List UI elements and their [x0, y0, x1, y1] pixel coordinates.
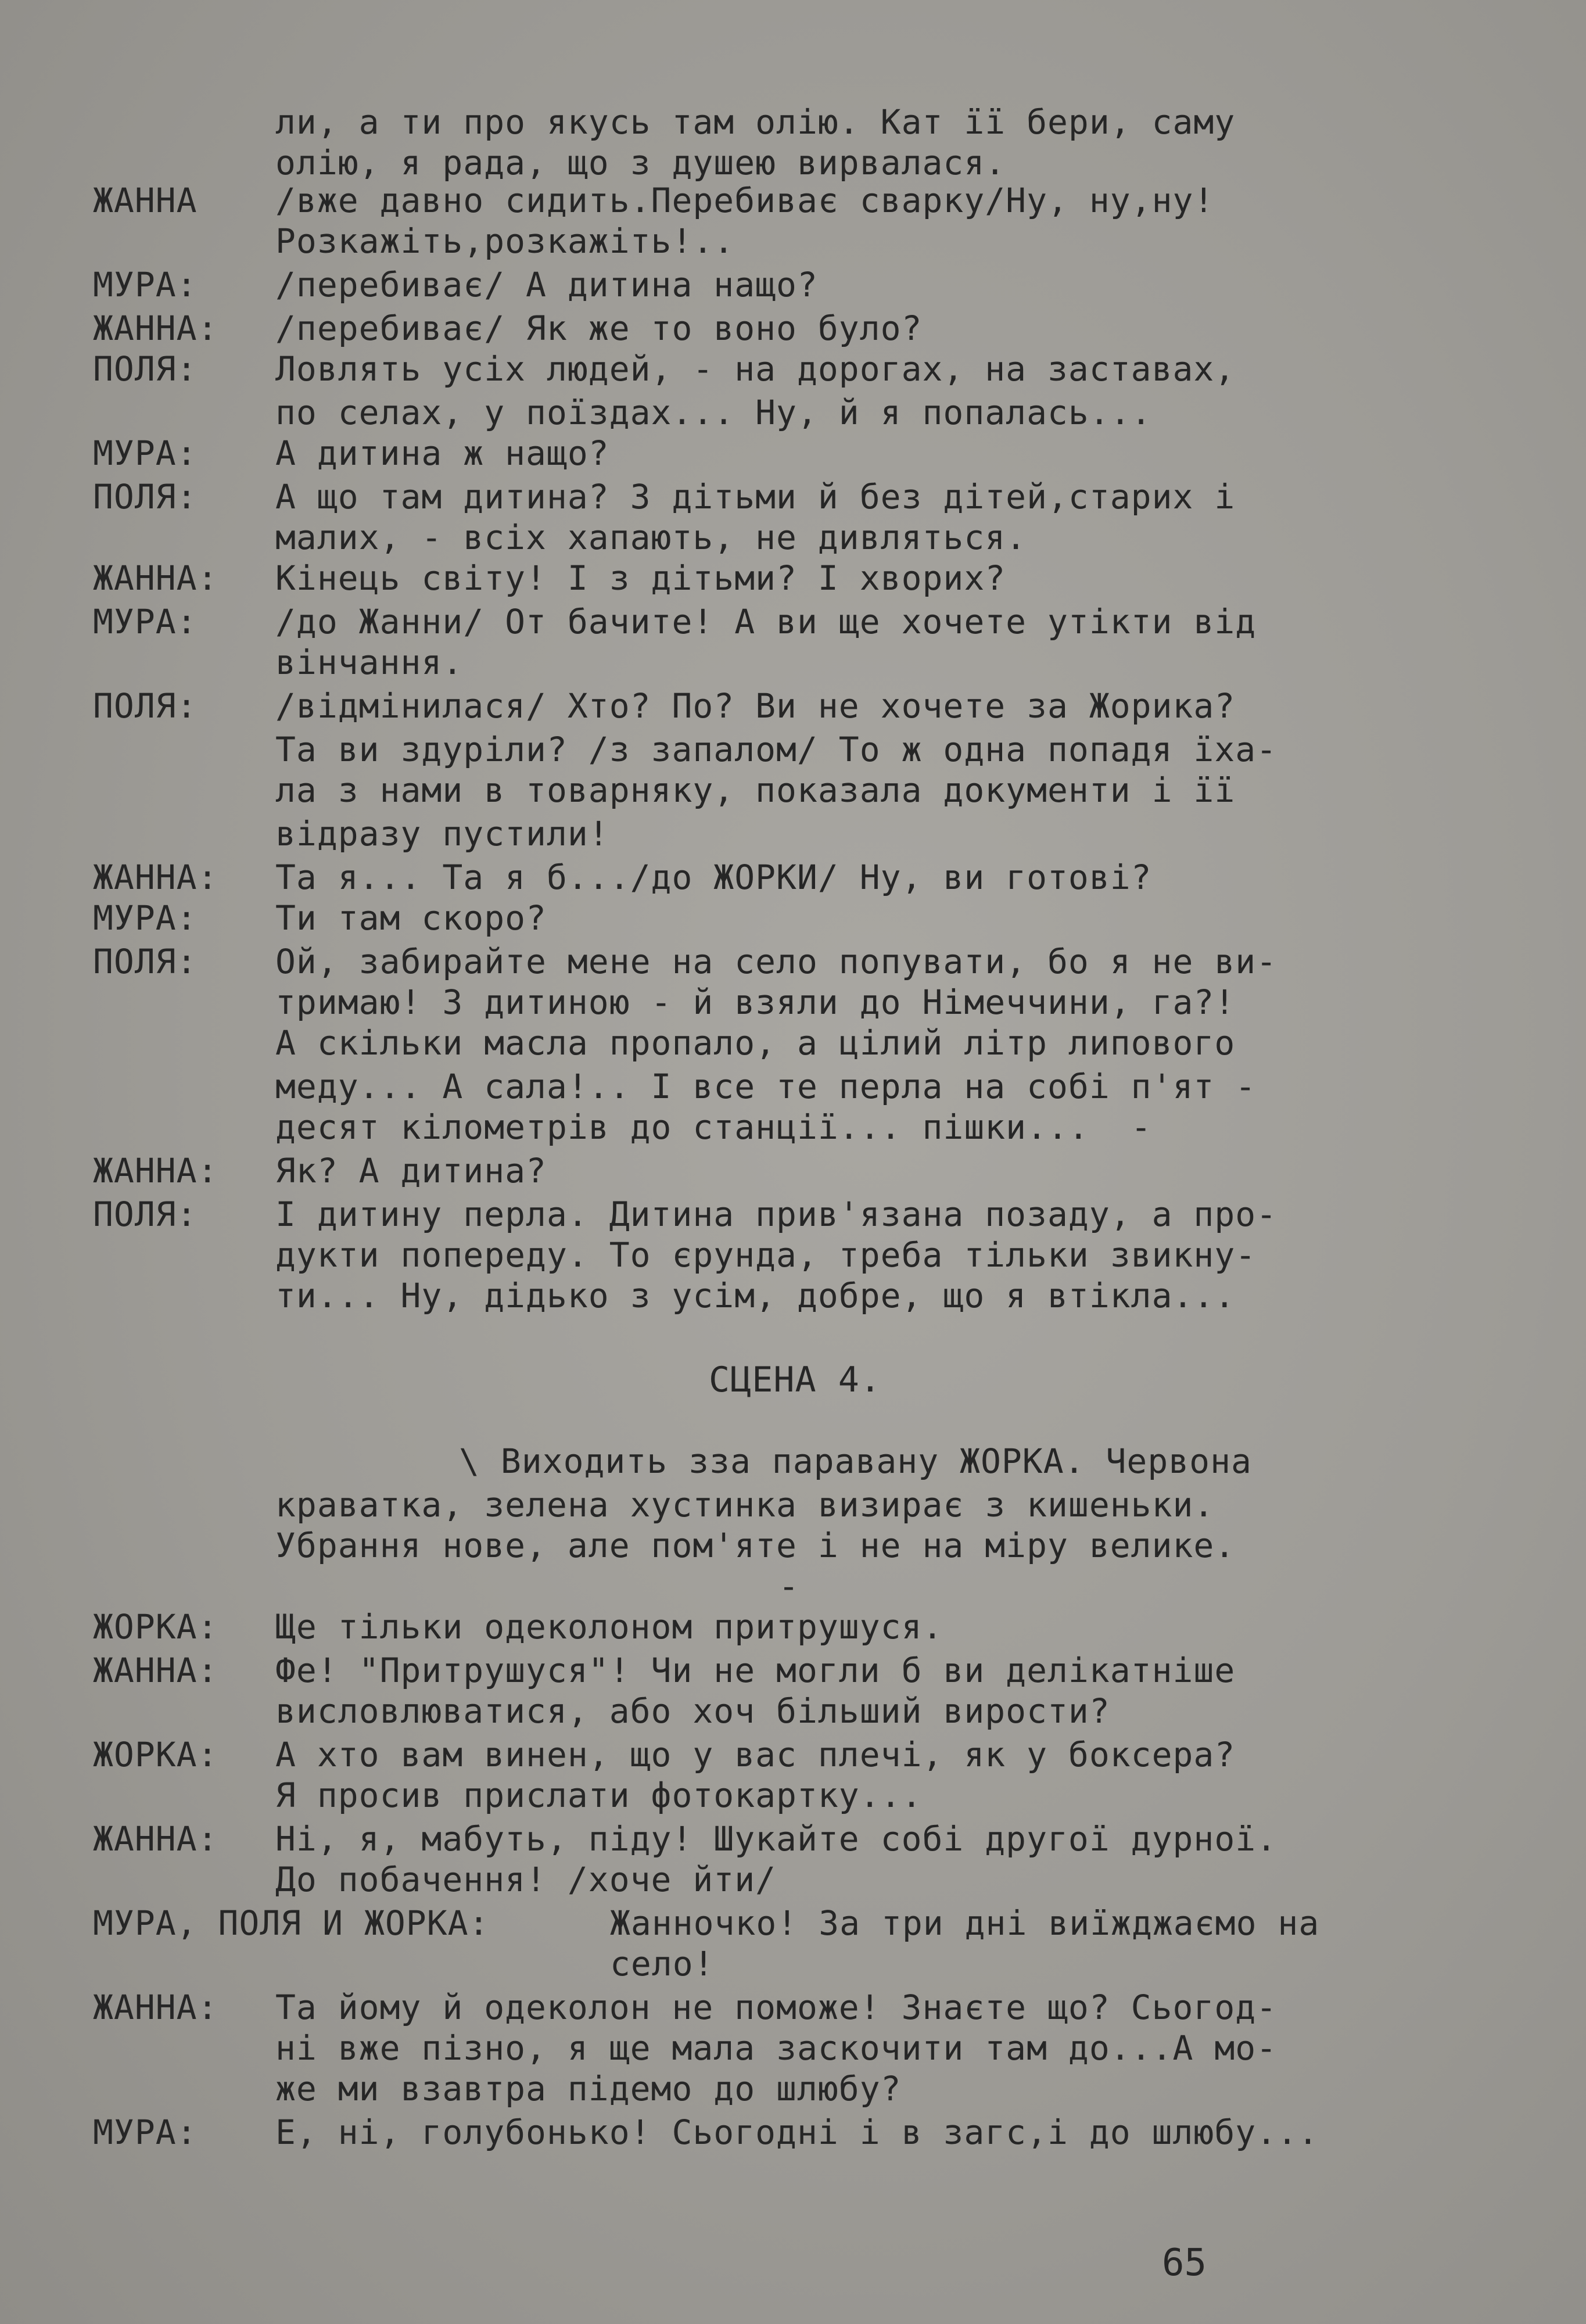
line-text: же ми взавтра підемо до шлюбу? [275, 2069, 902, 2108]
dialogue-line [0, 686, 1586, 726]
dialogue-line [0, 180, 1586, 221]
line-text: Як? А дитина? [275, 1151, 547, 1190]
speaker-name: ПОЛЯ: [93, 477, 198, 517]
stage-direction-line [0, 1525, 1586, 1566]
dialogue-line [0, 1903, 1586, 1943]
line-text: ні вже пізно, я ще мала заскочити там до...А мо- [275, 2028, 1278, 2068]
dialogue-line [0, 517, 1586, 558]
dialogue-line [0, 601, 1586, 642]
dialogue-line [0, 1775, 1586, 1816]
dialogue-line [0, 433, 1586, 474]
separator-dash-line [0, 1566, 1586, 1606]
speaker-name: ЖАННА [93, 181, 198, 220]
dialogue-line [0, 142, 1586, 183]
dialogue-line [0, 1650, 1586, 1691]
line-text: ли, а ти про якусь там олію. Кат її бери, саму [275, 102, 1236, 142]
speaker-name: ПОЛЯ: [93, 1195, 198, 1234]
line-text: І дитину перла. Дитина прив'язана позаду, а про- [275, 1195, 1278, 1234]
line-text: відразу пустили! [275, 814, 609, 853]
dialogue-line [0, 857, 1586, 898]
speaker-name: МУРА: [93, 602, 198, 641]
stage-direction-line [0, 1441, 1586, 1482]
line-text: висловлюватися, або хоч більший вирости? [275, 1691, 1110, 1731]
speaker-name: МУРА: [93, 265, 198, 304]
line-text: До побачення! /хоче йти/ [275, 1860, 777, 1899]
dialogue-line [0, 558, 1586, 598]
dialogue-line [0, 1819, 1586, 1859]
line-text: /відмінилася/ Хто? По? Ви не хочете за Жорика? [275, 686, 1236, 726]
dialogue-line [0, 1859, 1586, 1900]
line-text: /перебиває/ А дитина нащо? [275, 265, 818, 304]
speaker-name: МУРА: [93, 2113, 198, 2152]
dialogue-line [0, 642, 1586, 683]
line-text: Жанночко! За три дні виїжджаємо на [610, 1903, 1320, 1943]
line-text: десят кілометрів до станції... пішки... - [275, 1107, 1152, 1147]
dialogue-line [0, 1107, 1586, 1147]
line-text: /вже давно сидить.Перебиває сварку/Ну, ну,ну! [275, 181, 1215, 220]
line-text: ла з нами в товарняку, показала документи і її [275, 770, 1236, 810]
line-text: село! [610, 1944, 715, 1984]
dialogue-line [0, 1275, 1586, 1316]
speaker-name: ЖОРКА: [93, 1607, 218, 1647]
line-text: Ще тільки одеколоном притрушуся. [275, 1607, 943, 1647]
dialogue-line [0, 1023, 1586, 1063]
speaker-name: ЖАННА: [93, 858, 218, 897]
line-text: А скільки масла пропало, а цілий літр липового [275, 1023, 1236, 1063]
stage-direction-text: краватка, зелена хустинка визирає з кишеньки. [275, 1485, 1215, 1525]
dialogue-line [0, 729, 1586, 770]
dialogue-line [0, 308, 1586, 349]
stage-direction-line [0, 1484, 1586, 1525]
dialogue-line [0, 982, 1586, 1023]
line-text: Фе! "Притрушуся"! Чи не могли б ви делікатніше [275, 1651, 1236, 1690]
line-text: тримаю! З дитиною - й взяли до Німеччини, га?! [275, 982, 1236, 1022]
dialogue-line [0, 476, 1586, 517]
dialogue-line [0, 392, 1586, 433]
line-text: /перебиває/ Як же то воно було? [275, 309, 923, 348]
speaker-name: МУРА, ПОЛЯ И ЖОРКА: [93, 1903, 490, 1943]
speaker-name: ЖОРКА: [93, 1735, 218, 1774]
line-text: А хто вам винен, що у вас плечі, як у боксера? [275, 1735, 1236, 1774]
line-text: Ні, я, мабуть, піду! Шукайте собі другої дурної. [275, 1819, 1278, 1859]
dialogue-line [0, 221, 1586, 261]
dialogue-line [0, 898, 1586, 938]
dialogue-line [0, 264, 1586, 305]
dialogue-line [0, 1150, 1586, 1191]
dialogue-line [0, 941, 1586, 982]
dialogue-line [0, 1066, 1586, 1107]
dialogue-line [0, 102, 1586, 142]
speaker-name: ПОЛЯ: [93, 349, 198, 389]
dialogue-line [0, 1734, 1586, 1775]
stage-direction-text: \ Виходить зза паравану ЖОРКА. Червона [459, 1441, 1252, 1481]
line-text: А що там дитина? З дітьми й без дітей,старих і [275, 477, 1236, 517]
dialogue-line [0, 770, 1586, 810]
line-text: Та йому й одеколон не поможе! Знаєте що? Сьогод- [275, 1988, 1278, 2027]
speaker-name: МУРА: [93, 433, 198, 473]
dialogue-line [0, 1987, 1586, 2028]
line-text: вінчання. [275, 643, 464, 682]
dialogue-line [0, 2028, 1586, 2068]
speaker-name: ЖАННА: [93, 1151, 218, 1190]
speaker-name: ЖАННА: [93, 309, 218, 348]
dialogue-line [0, 2112, 1586, 2153]
line-text: Кінець світу! І з дітьми? І хворих? [275, 558, 1006, 598]
stage-direction-text: Убрання нове, але пом'яте і не на міру велике. [275, 1526, 1236, 1565]
line-text: Розкажіть,розкажіть!.. [275, 221, 735, 261]
page-number: 65 [1162, 2241, 1207, 2284]
dialogue-line [0, 2068, 1586, 2109]
line-text: малих, - всіх хапають, не дивляться. [275, 518, 1027, 557]
dialogue-line [0, 1194, 1586, 1235]
line-text: олію, я рада, що з душею вирвалася. [275, 143, 1006, 182]
line-text: Ти там скоро? [275, 898, 547, 938]
speaker-name: ЖАННА: [93, 1988, 218, 2027]
scene-heading: СЦЕНА 4. [709, 1360, 881, 1400]
line-text: Та я... Та я б.../до ЖОРКИ/ Ну, ви готові? [275, 858, 1152, 897]
dialogue-line [0, 1235, 1586, 1275]
separator-dash: - [778, 1566, 799, 1606]
speaker-name: МУРА: [93, 898, 198, 938]
dialogue-line [0, 1606, 1586, 1647]
line-text: /до Жанни/ От бачите! А ви ще хочете утікти від [275, 602, 1257, 641]
line-text: Я просив прислати фотокартку... [275, 1776, 923, 1815]
dialogue-line [0, 813, 1586, 854]
line-text: Е, ні, голубонько! Сьогодні і в загс,і до шлюбу... [275, 2113, 1319, 2152]
dialogue-line [0, 1943, 1586, 1984]
line-text: Ловлять усіх людей, - на дорогах, на заставах, [275, 349, 1236, 389]
speaker-name: ПОЛЯ: [93, 686, 198, 726]
speaker-name: ЖАННА: [93, 1819, 218, 1859]
speaker-name: ЖАННА: [93, 1651, 218, 1690]
line-text: Ой, забирайте мене на село попувати, бо я не ви- [275, 942, 1278, 981]
speaker-name: ЖАННА: [93, 558, 218, 598]
line-text: Та ви здуріли? /з запалом/ То ж одна попадя їха- [275, 730, 1278, 769]
line-text: по селах, у поїздах... Ну, й я попалась... [275, 393, 1152, 432]
line-text: А дитина ж нащо? [275, 433, 609, 473]
speaker-name: ПОЛЯ: [93, 942, 198, 981]
line-text: дукти попереду. То єрунда, треба тільки звикну- [275, 1235, 1257, 1275]
dialogue-line [0, 1691, 1586, 1731]
line-text: меду... А сала!.. І все те перла на собі п'ят - [275, 1067, 1257, 1106]
line-text: ти... Ну, дідько з усім, добре, що я втікла... [275, 1276, 1236, 1315]
dialogue-line [0, 349, 1586, 389]
